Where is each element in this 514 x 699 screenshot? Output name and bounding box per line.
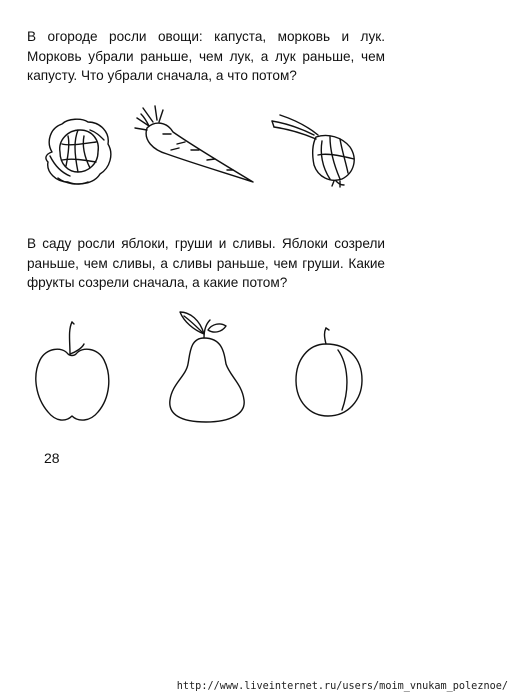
task-2-line: раньше, чем сливы, а сливы раньше, чем груши. Какие — [27, 255, 385, 271]
apple-icon — [32, 318, 112, 426]
task-1-text — [27, 27, 385, 86]
task-2-line: фрукты созрели сначала, а какие потом? — [27, 275, 288, 290]
task-2-line: В саду росли яблоки, груши и сливы. Яблоки созрели — [27, 236, 385, 251]
task-2-text — [27, 234, 385, 293]
task-1-line: капусту. Что убрали сначала, а что потом? — [27, 68, 297, 83]
footer-url[interactable]: http://www.liveinternet.ru/users/moim_vnukam_poleznoe/ — [176, 681, 508, 692]
onion-icon — [270, 107, 375, 187]
page-number: 28 — [44, 450, 60, 466]
task-1-line: Морковь убрали раньше, чем лук, а лук раньше, чем — [27, 48, 385, 64]
task-1-line: В огороде росли овощи: капуста, морковь и лук. — [27, 29, 385, 44]
cabbage-icon — [38, 112, 118, 192]
carrot-icon — [133, 104, 258, 186]
pear-icon — [164, 308, 254, 426]
plum-icon — [292, 326, 366, 420]
